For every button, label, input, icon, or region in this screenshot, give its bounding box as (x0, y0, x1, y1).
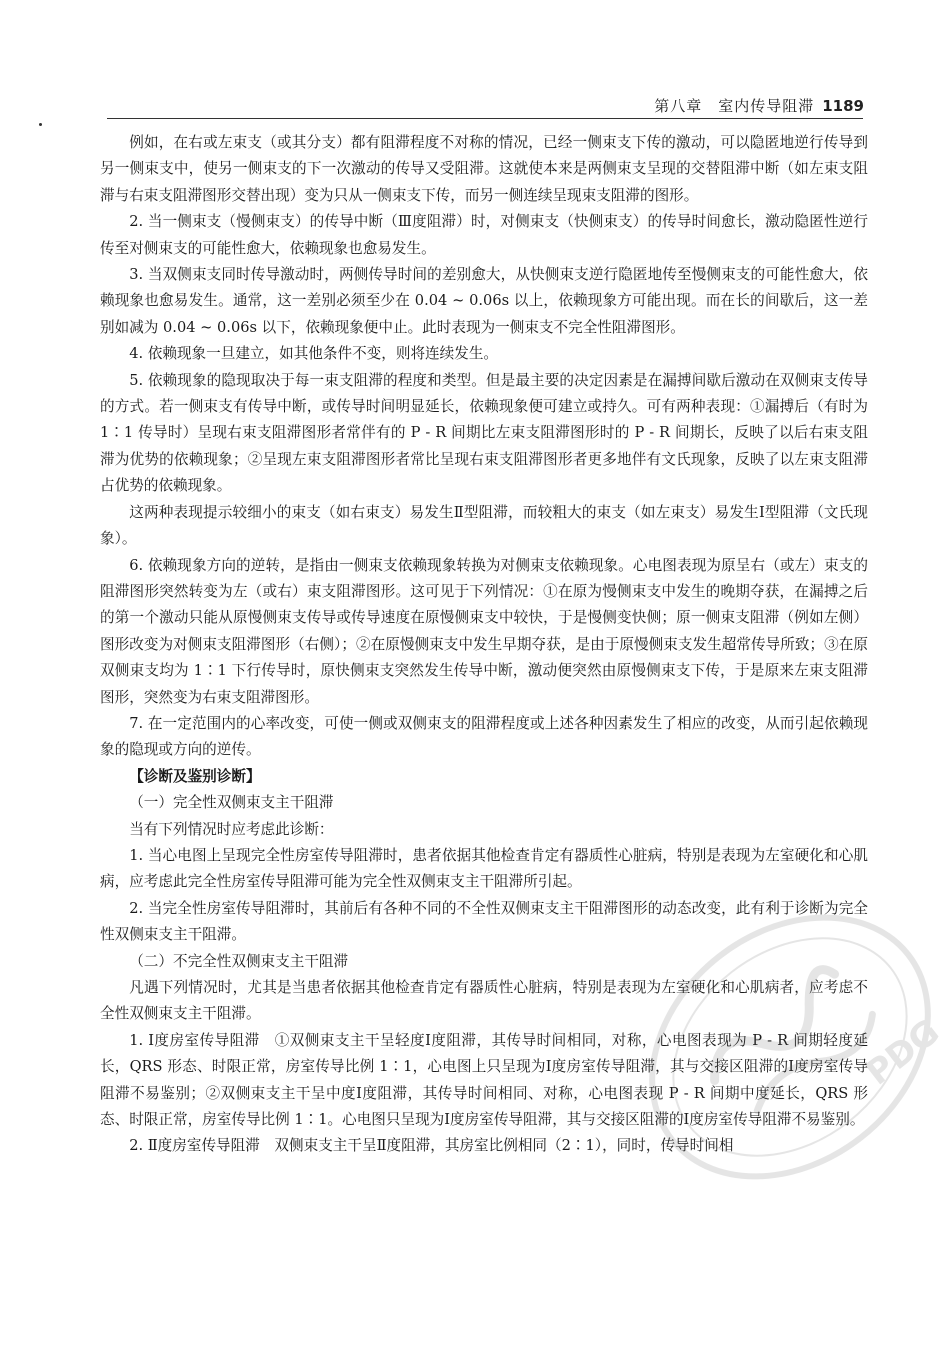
subsection-heading: （二）不完全性双侧束支主干阻滞 (129, 952, 349, 970)
margin-dot (39, 123, 42, 126)
paragraph: 3. 当双侧束支同时传导激动时，两侧传导时间的差别愈大，从快侧束支逆行隐匿地传至慢侧束支的可能性愈大，依赖现象也愈易发生。通常，这一差别必须至少在 0.04 ~ 0.06s 以上，依赖现象方可能出现。而在长的间歇后，这一差别如减为 0.04 ~ 0.06s 以下，依赖现象便中止。此时表现为一侧束支不完全性阻滞图形。 (100, 266, 868, 336)
paragraph: 凡遇下列情况时，尤其是当患者依据其他检查肯定有器质性心脏病，特别是表现为左室硬化和心肌病者，应考虑不全性双侧束支主干阻滞。 (100, 979, 868, 1023)
paragraph: 7. 在一定范围内的心率改变，可使一侧或双侧束支的阻滞程度或上述各种因素发生了相应的改变，从而引起依赖现象的隐现或方向的逆传。 (100, 714, 868, 759)
section-heading: 【诊断及鉴别诊断】 (129, 767, 261, 785)
paragraph: 2. 当一侧束支（慢侧束支）的传导中断（Ⅲ度阻滞）时，对侧束支（快侧束支）的传导时间愈长，激动隐匿性逆行传至对侧束支的可能性愈大，依赖现象也愈易发生。 (100, 213, 868, 257)
paragraph: 4. 依赖现象一旦建立，如其他条件不变，则将连续发生。 (129, 345, 499, 363)
running-header (654, 95, 864, 116)
subsection-heading: （一）完全性双侧束支主干阻滞 (129, 794, 334, 812)
body-text (100, 130, 868, 1160)
paragraph: 5. 依赖现象的隐现取决于每一束支阻滞的程度和类型。但是最主要的决定因素是在漏搏间歇后激动在双侧束支传导的方式。若一侧束支有传导中断，或传导时间明显延长，依赖现象便可建立或持久。可有两种表现：①漏搏后（有时为 1∶1 传导时）呈现右束支阻滞图形者常伴有的 P - R 间期比左束支阻滞图形时的 P - R 间期长，反映了以后右束支阻滞为优势的依赖现象；②呈现左束支阻滞图形者常比呈现右束支阻滞图形者更多地伴有文氏现象，反映了以左束支阻滞占优势的依赖现象。 (100, 371, 868, 495)
paragraph: 6. 依赖现象方向的逆转，是指由一侧束支依赖现象转换为对侧束支依赖现象。心电图表现为原呈右（或左）束支的阻滞图形突然转变为左（或右）束支阻滞图形。这可见于下列情况：①在原为慢侧束支中发生的晚期夺获，在漏搏之后的第一个激动只能从原慢侧束支传导或传导速度在原慢侧束支中较快，于是慢侧变快侧；原一侧束支阻滞（例如左侧）图形改变为对侧束支阻滞图形（右侧）；②在原慢侧束支中发生早期夺获，是由于原慢侧束支发生超常传导所致；③在原双侧束支均为 1∶1 下行传导时，原快侧束支突然发生传导中断，激动便突然由原慢侧束支下传，于是原来左束支阻滞图形，突然变为右束支阻滞图形。 (100, 556, 868, 706)
paragraph: 当有下列情况时应考虑此诊断： (129, 820, 334, 838)
page-number: 1189 (822, 97, 864, 115)
chapter-title: 第八章 室内传导阻滞 (654, 97, 815, 115)
paragraph: 1. 当心电图上呈现完全性房室传导阻滞时，患者依据其他检查肯定有器质性心脏病，特别是表现为左室硬化和心肌病，应考虑此完全性房室传导阻滞可能为完全性双侧束支主干阻滞所引起。 (100, 846, 868, 891)
paragraph: 这两种表现提示较细小的束支（如右束支）易发生Ⅱ型阻滞，而较粗大的束支（如左束支）易发生Ⅰ型阻滞（文氏现象）。 (100, 503, 868, 548)
paragraph: 2. Ⅱ度房室传导阻滞 双侧束支主干呈Ⅱ度阻滞，其房室比例相同（2∶1），同时，传导时间相 (129, 1137, 734, 1155)
paragraph: 2. 当完全性房室传导阻滞时，其前后有各种不同的不全性双侧束支主干阻滞图形的动态改变，此有利于诊断为完全性双侧束支主干阻滞。 (100, 899, 868, 944)
paragraph: 1. Ⅰ度房室传导阻滞 ①双侧束支主干呈轻度Ⅰ度阻滞，其传导时间相同，对称，心电图表现为 P - R 间期轻度延长，QRS 形态、时限正常，房室传导比例 1∶1，心电图上只呈现为Ⅰ度房室传导阻滞，其与交接区阻滞的Ⅰ度房室传导阻滞不易鉴别；②双侧束支主干呈中度Ⅰ度阻滞，其传导时间相同、对称，心电图表现 P - R 间期中度延长，QRS 形态、时限正常，房室传导比例 1∶1。心电图只呈现为Ⅰ度房室传导阻滞，其与交接区阻滞的Ⅰ度房室传导阻滞不易鉴别。 (100, 1031, 868, 1129)
paragraph: 例如，在右或左束支（或其分支）都有阻滞程度不对称的情况，已经一侧束支下传的激动，可以隐匿地逆行传导到另一侧束支中，使另一侧束支的下一次激动的传导又受阻滞。这就使本来是两侧束支呈现的交替阻滞中断（如左束支阻滞与右束支阻滞图形交替出现）变为只从一侧束支下传，而另一侧连续呈现束支阻滞的图形。 (100, 134, 868, 204)
header-rule (107, 118, 863, 119)
watermark-text: PDG (858, 1011, 948, 1094)
